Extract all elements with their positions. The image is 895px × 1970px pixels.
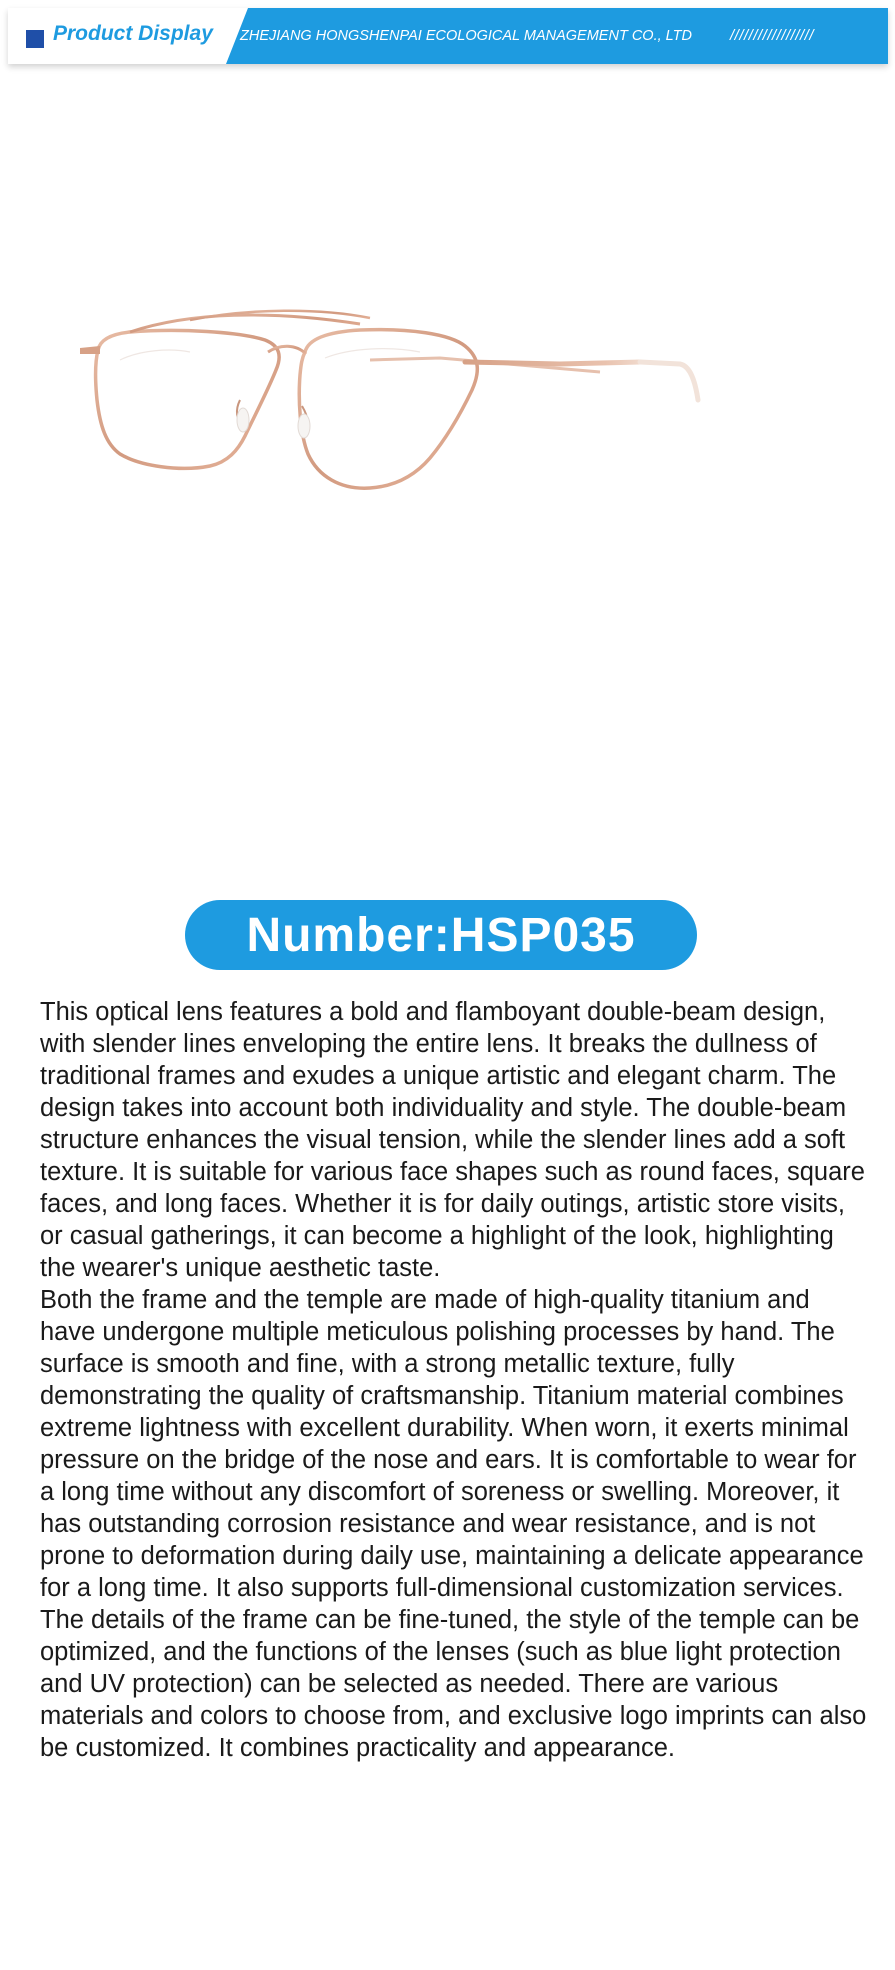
header-title: Product Display — [53, 22, 213, 45]
header-slash-decoration: ////////////////// — [730, 27, 815, 44]
header-square-icon — [26, 30, 44, 48]
product-description — [40, 996, 870, 1764]
rose-gold-eyeglasses-icon — [40, 240, 840, 660]
header-company-name: ZHEJIANG HONGSHENPAI ECOLOGICAL MANAGEMENT CO., LTD — [240, 28, 692, 44]
product-number-badge — [185, 900, 697, 970]
product-number-label: Number:HSP035 — [246, 908, 636, 962]
description-paragraph: Both the frame and the temple are made of high-quality titanium and have undergone multiple meticulous polishing processes by hand. The surface is smooth and fine, with a strong metallic texture, fully demonstrating the quality of craftsmanship. Titanium material combines extreme lightness with excellent durability. When worn, it exerts minimal pressure on the bridge of the nose and ears. It is comfortable to wear for a long time without any discomfort of soreness or swelling. Moreover, it has outstanding corrosion resistance and wear resistance, and is not prone to deformation during daily use, maintaining a delicate appearance for a long time. It also supports full-dimensional customization services. The details of the frame can be fine-tuned, the style of the temple can be optimized, and the functions of the lenses (such as blue light protection and UV protection) can be selected as needed. There are various materials and colors to choose from, and exclusive logo imprints can also be customized. It combines practicality and appearance. — [40, 1286, 867, 1762]
product-image — [40, 240, 840, 660]
description-paragraph: This optical lens features a bold and flamboyant double-beam design, with slender lines enveloping the entire lens. It breaks the dullness of traditional frames and exudes a unique artistic and elegant charm. The design takes into account both individuality and style. The double-beam structure enhances the visual tension, while the slender lines add a soft texture. It is suitable for various face shapes such as round faces, square faces, and long faces. Whether it is for daily outings, artistic store visits, or casual gatherings, it can become a highlight of the look, highlighting the wearer's unique aesthetic taste. — [40, 998, 865, 1282]
header-banner — [8, 8, 888, 64]
